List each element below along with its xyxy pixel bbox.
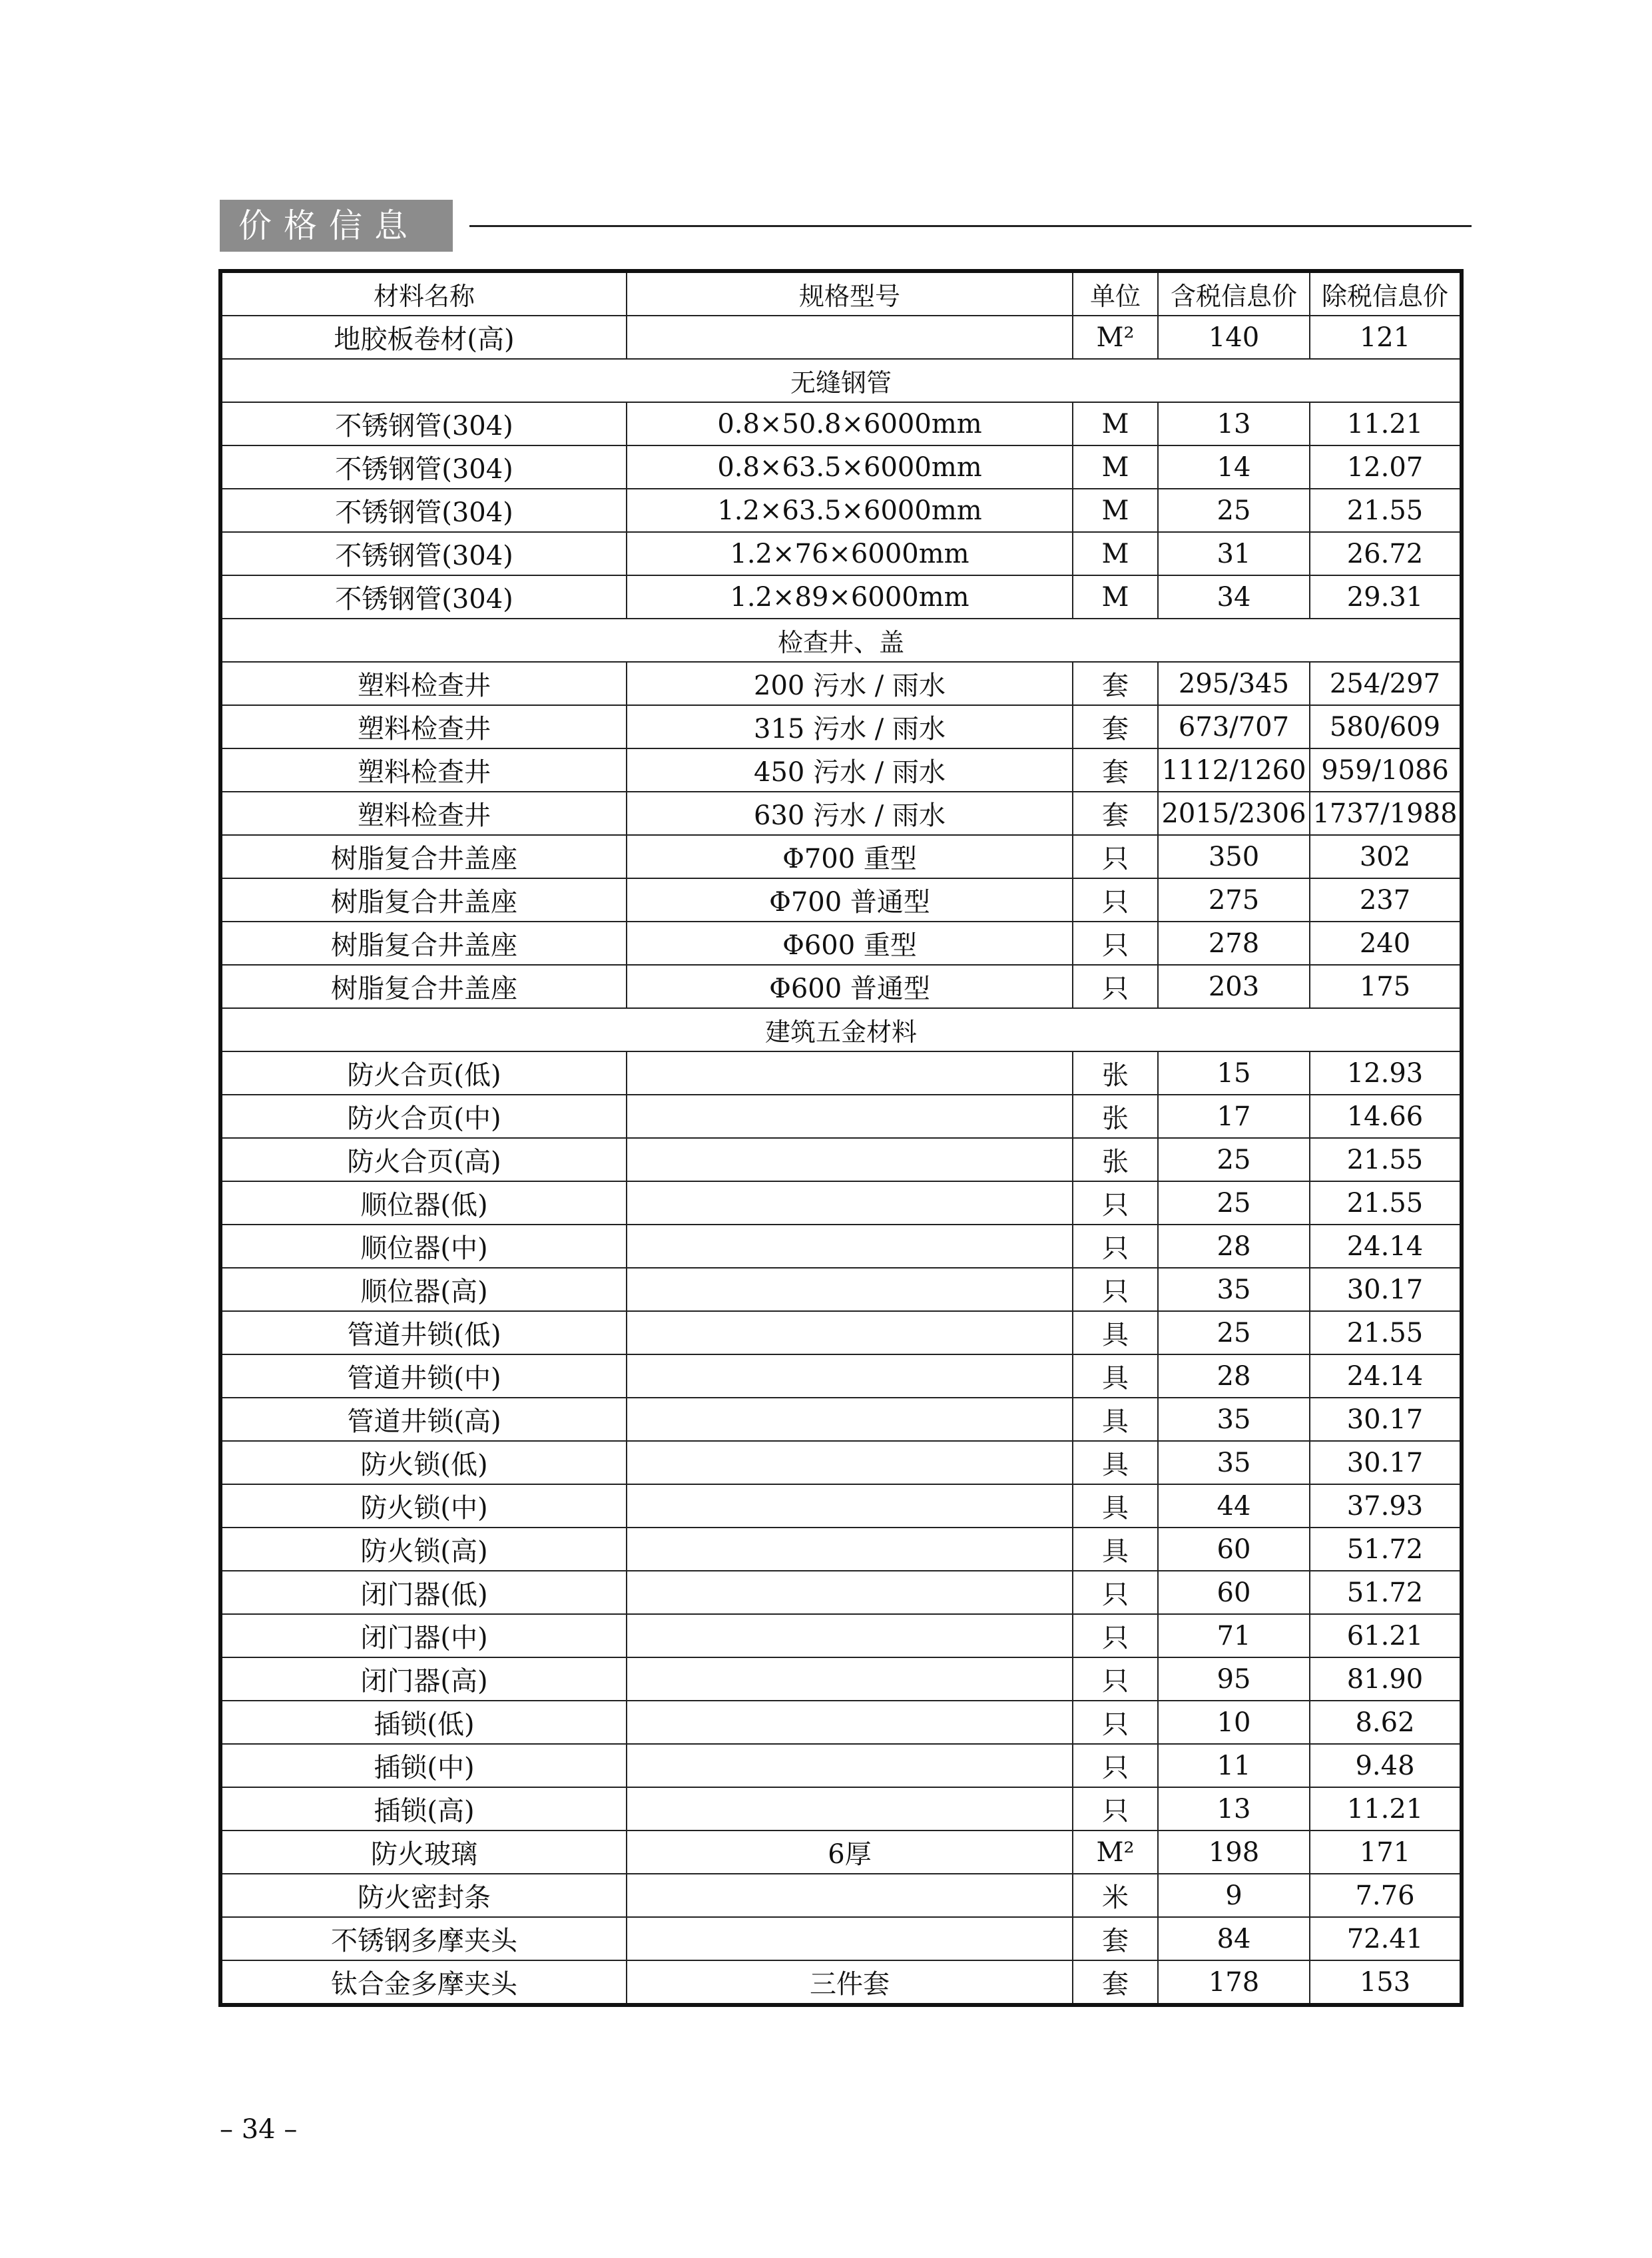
- cell-spec: [627, 1917, 1073, 1960]
- table-row: [220, 402, 1462, 445]
- cell-material-name: 树脂复合井盖座: [220, 922, 627, 965]
- table-row: [220, 445, 1462, 489]
- cell-spec: [627, 1268, 1073, 1311]
- table-row: [220, 1311, 1462, 1354]
- cell-spec: [627, 1571, 1073, 1614]
- cell-spec: [627, 1874, 1073, 1917]
- table-row: [220, 878, 1462, 922]
- table-row: [220, 575, 1462, 619]
- cell-material-name: 顺位器(中): [220, 1225, 627, 1268]
- cell-spec: [627, 1311, 1073, 1354]
- cell-spec: [627, 1398, 1073, 1441]
- cell-price-tax: 35: [1158, 1398, 1310, 1441]
- cell-material-name: 闭门器(低): [220, 1571, 627, 1614]
- cell-price-tax: 60: [1158, 1571, 1310, 1614]
- cell-unit: M²: [1073, 1831, 1158, 1874]
- table-row: [220, 1960, 1462, 2005]
- cell-material-name: 防火锁(高): [220, 1528, 627, 1571]
- cell-unit: M: [1073, 489, 1158, 532]
- cell-price-tax: 31: [1158, 532, 1310, 575]
- cell-price-notax: 81.90: [1310, 1657, 1462, 1701]
- cell-unit: 具: [1073, 1398, 1158, 1441]
- cell-price-notax: 51.72: [1310, 1571, 1462, 1614]
- cell-price-tax: 17: [1158, 1095, 1310, 1138]
- section-header: [220, 200, 1472, 252]
- cell-price-notax: 9.48: [1310, 1744, 1462, 1787]
- cell-price-notax: 21.55: [1310, 489, 1462, 532]
- cell-unit: M²: [1073, 316, 1158, 359]
- table-row: [220, 489, 1462, 532]
- cell-unit: 只: [1073, 922, 1158, 965]
- table-row: [220, 922, 1462, 965]
- cell-material-name: 地胶板卷材(高): [220, 316, 627, 359]
- cell-price-notax: 11.21: [1310, 402, 1462, 445]
- page-number: – 34 –: [220, 2114, 298, 2145]
- cell-price-tax: 350: [1158, 835, 1310, 878]
- col-header-name: 材料名称: [220, 271, 627, 316]
- table-row: [220, 1095, 1462, 1138]
- table-row: [220, 1484, 1462, 1528]
- table-row: [220, 1831, 1462, 1874]
- table-row: [220, 1225, 1462, 1268]
- cell-price-tax: 95: [1158, 1657, 1310, 1701]
- cell-price-notax: 21.55: [1310, 1138, 1462, 1181]
- cell-unit: 只: [1073, 1657, 1158, 1701]
- cell-spec: [627, 316, 1073, 359]
- table-row: [220, 1181, 1462, 1225]
- section-heading: 检查井、盖: [220, 619, 1462, 662]
- cell-price-tax: 71: [1158, 1614, 1310, 1657]
- cell-material-name: 不锈钢管(304): [220, 575, 627, 619]
- cell-unit: 只: [1073, 965, 1158, 1008]
- cell-price-notax: 30.17: [1310, 1441, 1462, 1484]
- cell-spec: Φ600 普通型: [627, 965, 1073, 1008]
- cell-price-notax: 11.21: [1310, 1787, 1462, 1831]
- col-header-price-notax: 除税信息价: [1310, 271, 1462, 316]
- cell-price-notax: 72.41: [1310, 1917, 1462, 1960]
- cell-spec: 6厚: [627, 1831, 1073, 1874]
- cell-unit: 只: [1073, 1744, 1158, 1787]
- cell-price-notax: 153: [1310, 1960, 1462, 2005]
- cell-price-tax: 295/345: [1158, 662, 1310, 705]
- cell-spec: 三件套: [627, 1960, 1073, 2005]
- cell-material-name: 不锈钢管(304): [220, 402, 627, 445]
- table-row: [220, 705, 1462, 748]
- cell-material-name: 不锈钢管(304): [220, 489, 627, 532]
- table-row: [220, 1268, 1462, 1311]
- cell-price-notax: 175: [1310, 965, 1462, 1008]
- cell-price-tax: 28: [1158, 1225, 1310, 1268]
- cell-material-name: 树脂复合井盖座: [220, 835, 627, 878]
- cell-price-notax: 12.93: [1310, 1051, 1462, 1095]
- cell-material-name: 管道井锁(低): [220, 1311, 627, 1354]
- cell-price-notax: 21.55: [1310, 1311, 1462, 1354]
- cell-unit: 套: [1073, 662, 1158, 705]
- cell-material-name: 不锈钢多摩夹头: [220, 1917, 627, 1960]
- table-row: [220, 1571, 1462, 1614]
- cell-unit: 具: [1073, 1311, 1158, 1354]
- cell-unit: 具: [1073, 1528, 1158, 1571]
- cell-unit: 只: [1073, 1571, 1158, 1614]
- table-body: [220, 316, 1462, 2005]
- cell-material-name: 管道井锁(高): [220, 1398, 627, 1441]
- cell-material-name: 闭门器(中): [220, 1614, 627, 1657]
- cell-material-name: 塑料检查井: [220, 705, 627, 748]
- cell-unit: 张: [1073, 1138, 1158, 1181]
- header-divider: [469, 225, 1472, 227]
- cell-spec: [627, 1051, 1073, 1095]
- cell-price-notax: 24.14: [1310, 1354, 1462, 1398]
- cell-unit: 只: [1073, 1268, 1158, 1311]
- cell-price-notax: 121: [1310, 316, 1462, 359]
- cell-spec: 1.2×63.5×6000mm: [627, 489, 1073, 532]
- cell-material-name: 插锁(低): [220, 1701, 627, 1744]
- cell-price-tax: 13: [1158, 1787, 1310, 1831]
- cell-unit: 只: [1073, 878, 1158, 922]
- cell-price-notax: 237: [1310, 878, 1462, 922]
- cell-price-tax: 60: [1158, 1528, 1310, 1571]
- cell-price-tax: 14: [1158, 445, 1310, 489]
- cell-material-name: 插锁(中): [220, 1744, 627, 1787]
- cell-price-notax: 21.55: [1310, 1181, 1462, 1225]
- cell-unit: 套: [1073, 748, 1158, 792]
- cell-material-name: 防火玻璃: [220, 1831, 627, 1874]
- cell-material-name: 防火锁(中): [220, 1484, 627, 1528]
- cell-price-tax: 1112/1260: [1158, 748, 1310, 792]
- cell-unit: 只: [1073, 1701, 1158, 1744]
- cell-price-tax: 2015/2306: [1158, 792, 1310, 835]
- cell-price-notax: 12.07: [1310, 445, 1462, 489]
- cell-unit: M: [1073, 445, 1158, 489]
- section-heading: 无缝钢管: [220, 359, 1462, 402]
- cell-price-tax: 35: [1158, 1268, 1310, 1311]
- cell-price-notax: 171: [1310, 1831, 1462, 1874]
- cell-material-name: 塑料检查井: [220, 662, 627, 705]
- cell-material-name: 顺位器(高): [220, 1268, 627, 1311]
- table-row: [220, 1701, 1462, 1744]
- table-row: [220, 1528, 1462, 1571]
- cell-price-notax: 959/1086: [1310, 748, 1462, 792]
- cell-unit: 具: [1073, 1441, 1158, 1484]
- cell-material-name: 不锈钢管(304): [220, 445, 627, 489]
- cell-price-notax: 30.17: [1310, 1268, 1462, 1311]
- cell-unit: 套: [1073, 1917, 1158, 1960]
- cell-spec: 630 污水 / 雨水: [627, 792, 1073, 835]
- cell-price-tax: 28: [1158, 1354, 1310, 1398]
- cell-spec: [627, 1441, 1073, 1484]
- cell-unit: M: [1073, 402, 1158, 445]
- cell-price-notax: 240: [1310, 922, 1462, 965]
- table-row: [220, 748, 1462, 792]
- cell-price-tax: 198: [1158, 1831, 1310, 1874]
- table-row: [220, 532, 1462, 575]
- cell-spec: [627, 1138, 1073, 1181]
- cell-spec: 0.8×63.5×6000mm: [627, 445, 1073, 489]
- price-table: [218, 269, 1464, 2007]
- cell-material-name: 插锁(高): [220, 1787, 627, 1831]
- cell-unit: 套: [1073, 1960, 1158, 2005]
- cell-spec: 315 污水 / 雨水: [627, 705, 1073, 748]
- cell-material-name: 防火密封条: [220, 1874, 627, 1917]
- cell-unit: M: [1073, 532, 1158, 575]
- cell-spec: [627, 1484, 1073, 1528]
- section-row: [220, 1008, 1462, 1051]
- cell-unit: 套: [1073, 705, 1158, 748]
- cell-price-tax: 278: [1158, 922, 1310, 965]
- cell-price-notax: 61.21: [1310, 1614, 1462, 1657]
- cell-unit: 只: [1073, 835, 1158, 878]
- cell-price-tax: 25: [1158, 489, 1310, 532]
- cell-material-name: 防火锁(低): [220, 1441, 627, 1484]
- table-row: [220, 792, 1462, 835]
- cell-price-notax: 51.72: [1310, 1528, 1462, 1571]
- table-row: [220, 1787, 1462, 1831]
- cell-price-tax: 44: [1158, 1484, 1310, 1528]
- cell-spec: [627, 1701, 1073, 1744]
- cell-price-tax: 35: [1158, 1441, 1310, 1484]
- cell-price-notax: 37.93: [1310, 1484, 1462, 1528]
- section-heading: 建筑五金材料: [220, 1008, 1462, 1051]
- cell-price-tax: 84: [1158, 1917, 1310, 1960]
- cell-spec: [627, 1657, 1073, 1701]
- cell-spec: [627, 1528, 1073, 1571]
- cell-price-tax: 140: [1158, 316, 1310, 359]
- cell-spec: [627, 1181, 1073, 1225]
- cell-price-tax: 34: [1158, 575, 1310, 619]
- cell-unit: M: [1073, 575, 1158, 619]
- section-row: [220, 359, 1462, 402]
- cell-price-tax: 15: [1158, 1051, 1310, 1095]
- cell-material-name: 树脂复合井盖座: [220, 878, 627, 922]
- cell-price-tax: 203: [1158, 965, 1310, 1008]
- table-row: [220, 1657, 1462, 1701]
- cell-price-tax: 11: [1158, 1744, 1310, 1787]
- table-row: [220, 1051, 1462, 1095]
- cell-unit: 米: [1073, 1874, 1158, 1917]
- cell-price-notax: 580/609: [1310, 705, 1462, 748]
- table-row: [220, 1917, 1462, 1960]
- table-header-row: [220, 271, 1462, 316]
- cell-price-tax: 10: [1158, 1701, 1310, 1744]
- table-row: [220, 1354, 1462, 1398]
- cell-spec: Φ700 重型: [627, 835, 1073, 878]
- cell-unit: 套: [1073, 792, 1158, 835]
- table-row: [220, 1138, 1462, 1181]
- cell-spec: [627, 1354, 1073, 1398]
- col-header-spec: 规格型号: [627, 271, 1073, 316]
- cell-price-notax: 1737/1988: [1310, 792, 1462, 835]
- section-title: 价格信息: [220, 200, 453, 252]
- cell-unit: 具: [1073, 1484, 1158, 1528]
- cell-unit: 具: [1073, 1354, 1158, 1398]
- table-row: [220, 316, 1462, 359]
- cell-price-notax: 26.72: [1310, 532, 1462, 575]
- cell-unit: 只: [1073, 1225, 1158, 1268]
- cell-material-name: 不锈钢管(304): [220, 532, 627, 575]
- cell-price-notax: 7.76: [1310, 1874, 1462, 1917]
- cell-price-notax: 29.31: [1310, 575, 1462, 619]
- section-row: [220, 619, 1462, 662]
- col-header-price-tax: 含税信息价: [1158, 271, 1310, 316]
- cell-material-name: 闭门器(高): [220, 1657, 627, 1701]
- cell-price-notax: 14.66: [1310, 1095, 1462, 1138]
- cell-unit: 张: [1073, 1095, 1158, 1138]
- cell-unit: 只: [1073, 1614, 1158, 1657]
- cell-price-notax: 8.62: [1310, 1701, 1462, 1744]
- cell-material-name: 钛合金多摩夹头: [220, 1960, 627, 2005]
- cell-price-notax: 24.14: [1310, 1225, 1462, 1268]
- table-row: [220, 1744, 1462, 1787]
- cell-material-name: 塑料检查井: [220, 748, 627, 792]
- cell-spec: Φ600 重型: [627, 922, 1073, 965]
- cell-price-notax: 254/297: [1310, 662, 1462, 705]
- cell-price-tax: 275: [1158, 878, 1310, 922]
- cell-material-name: 管道井锁(中): [220, 1354, 627, 1398]
- table-row: [220, 1874, 1462, 1917]
- cell-unit: 只: [1073, 1181, 1158, 1225]
- cell-material-name: 防火合页(高): [220, 1138, 627, 1181]
- cell-material-name: 塑料检查井: [220, 792, 627, 835]
- cell-spec: Φ700 普通型: [627, 878, 1073, 922]
- cell-spec: 1.2×89×6000mm: [627, 575, 1073, 619]
- cell-spec: [627, 1225, 1073, 1268]
- cell-spec: [627, 1744, 1073, 1787]
- cell-price-tax: 178: [1158, 1960, 1310, 2005]
- cell-spec: [627, 1095, 1073, 1138]
- cell-price-tax: 25: [1158, 1311, 1310, 1354]
- cell-spec: 450 污水 / 雨水: [627, 748, 1073, 792]
- cell-spec: 0.8×50.8×6000mm: [627, 402, 1073, 445]
- cell-price-tax: 25: [1158, 1181, 1310, 1225]
- table-row: [220, 835, 1462, 878]
- table-row: [220, 1614, 1462, 1657]
- col-header-unit: 单位: [1073, 271, 1158, 316]
- cell-price-tax: 9: [1158, 1874, 1310, 1917]
- table-row: [220, 1398, 1462, 1441]
- table-row: [220, 662, 1462, 705]
- cell-material-name: 防火合页(中): [220, 1095, 627, 1138]
- table-row: [220, 1441, 1462, 1484]
- cell-price-notax: 302: [1310, 835, 1462, 878]
- cell-material-name: 顺位器(低): [220, 1181, 627, 1225]
- cell-price-tax: 13: [1158, 402, 1310, 445]
- cell-spec: [627, 1787, 1073, 1831]
- cell-material-name: 树脂复合井盖座: [220, 965, 627, 1008]
- cell-spec: [627, 1614, 1073, 1657]
- cell-spec: 1.2×76×6000mm: [627, 532, 1073, 575]
- cell-spec: 200 污水 / 雨水: [627, 662, 1073, 705]
- cell-unit: 只: [1073, 1787, 1158, 1831]
- cell-material-name: 防火合页(低): [220, 1051, 627, 1095]
- cell-price-notax: 30.17: [1310, 1398, 1462, 1441]
- cell-price-tax: 673/707: [1158, 705, 1310, 748]
- table-row: [220, 965, 1462, 1008]
- cell-price-tax: 25: [1158, 1138, 1310, 1181]
- cell-unit: 张: [1073, 1051, 1158, 1095]
